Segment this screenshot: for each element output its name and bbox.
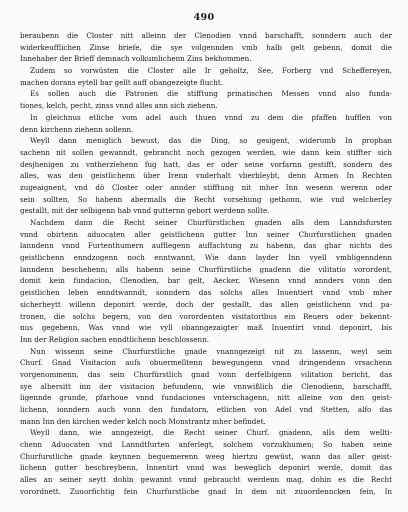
text-line: Nachdem dann die Recht seiner Churfürstlichen gnaden alls dem Lanndsfursten: [30, 218, 392, 227]
text-line: alles, was den geistlichenn über Irenn vnderhalt vberbleybt, denn Armen In Rechten: [20, 171, 392, 181]
body-text: [20, 30, 392, 498]
text-line: Churfurstliche gnade keynnen bequemerenn weeg hiertzu gewüst, wann das aller geist-: [20, 451, 392, 461]
text-line: sye albersitt inn der visitacion befundenn, wie vnnwißlich die Clenodienn, barschafft,: [20, 381, 392, 391]
text-line: lanndenn vnnd Furtenthumern aufflegenn auffachtung zu habenn, das ghar nichts des: [20, 241, 392, 251]
text-line: In gleichnus etliche vom adel auch thuen vnnd zu dem die pfaffen hufflen von: [30, 112, 392, 122]
text-line: vnnd obirtenn aduocaten aller geistlichenn gutter Inn seiner Churfurstlichen gnaden: [20, 229, 392, 239]
text-line: Innehaber der Brieff demnach volkumlichenn Zins bekhommen.: [20, 54, 252, 64]
text-line: sachenn nit sollen gewanndt, gebrancht noch gezogen werden, wie dann kein stiffter sich: [20, 147, 392, 157]
text-line: vorgenommenn, das sein Churfürstlich gnad vonn derfelbigenn vilitation bericht, das: [20, 369, 392, 379]
text-line: machen dorans eytell bar gellt auff obangezeigte flucht.: [20, 77, 224, 87]
text-line: tronen, die solchs begern, von den vorordenten visitatoribus ein Reuers oder bekennt-: [20, 311, 392, 321]
text-line: Churf. Gnad Visitacion aufs obuermelltenn bewegungenn vnnd dringendenn vrsachenn: [20, 358, 392, 368]
text-line: desjhenigen zu vntherziehenn fug hatt, das er oder seine vorfarnn gestifft, sondern des: [20, 159, 392, 169]
text-line: Es sollen auch die Patronen die stifftung prinatischen Messen vnnd also funda-: [30, 89, 392, 99]
text-line: chenn Aduocaten vnd Lanndtfurten anferlegt, solchem vorzukhumen; So haben seine: [20, 440, 392, 450]
text-line: mann Inn den kirchen weder kelch noch Monstrantz mher befindet.: [20, 416, 266, 426]
text-line: beraubenn die Closter nitt alleinn der Clenodien vnnd barschafft, sonndern auch der: [20, 31, 392, 40]
text-line: Weyll dann, wie anngezeigt, die Recht seiner Churf. gnadenn, alls dem wellti-: [30, 428, 392, 438]
text-line: Weyll dann meniglich bewust, das die Ding, so gesigent, widerumb In prophan: [30, 136, 392, 146]
text-line: geistlichenn enndzogenn noch enntwannt, Wie dann layder Inn vyell vmbligenndenn: [20, 253, 392, 263]
text-line: lichenn gutter beschreybenn, Innentirt vnnd was beweglich deponirt werde, domit das: [20, 463, 392, 473]
text-line: zugeaignent, vnd dö Closter oder annder stifftung nit mher Inn wesenn werenn oder: [20, 182, 392, 192]
text-line: nus gegebenn, Was vnnd wie vyll obanngezaigter maß Inuentirt vnnd deponirt, bis: [20, 323, 392, 333]
text-line: vorordnett. Zuuorfichtig fein Churfurstliche gnad In dem nit zuuordenncken fein, In: [20, 486, 392, 496]
text-line: geistlichen leben enndtwanndt, sonndern das solchs alles Inuentiert vnnd vmb mher: [20, 288, 392, 298]
text-line: domit kein fundacion, Clenodien, bar gelt, Aecker, Wiesenn vnnd annders vonn den: [20, 276, 392, 286]
text-line: alles an seiner seytt dohin gewannt vnnd gebraucht werdenn mag, dohin es die Recht: [20, 475, 392, 485]
page-number: 490: [193, 12, 215, 23]
text-line: Zudem so vorwüsten die Closter alle Ir geholtz, See, Forberg vnd Scheffereyen,: [30, 66, 392, 76]
text-line: sein sollten, So habenn abermalls die Recht vorsehung gethonn, wie vnd welcherley: [20, 194, 392, 204]
text-line: ligennde grunde, pfarhoue vnnd fundaciones vnterschagenn, nitt alleine von den geist-: [20, 393, 392, 403]
text-line: gestallt, mit der selbigenn hab vnnd gutternn gebort werdenn sollte.: [20, 206, 270, 216]
text-line: lanndenn beschehenn; alls habenn seine Churfürstliche gnadenn die vilitatio vorordent,: [20, 264, 392, 274]
text-line: tiones, kelch, pecht, zinss vnnd alles ann sich ziehenn.: [20, 101, 218, 111]
text-line: lichenn, ionndern auch vonn den fundatorn, etlichen von Adel vnd Stetten, alfo das: [20, 405, 392, 414]
text-line: Nun wissenn seine Churfurstliche gnade vnanngezeigt nit zu lassenn, weyl sein: [30, 346, 392, 356]
text-line: Inn der Religion sachen enndtlichenn beschlossenn.: [20, 334, 209, 344]
text-line: sicherheytt willenn deponirt werde, doch der gestallt, das allen geistlichenn vnd pa-: [20, 299, 392, 309]
text-line: denn kirchenn ziehenn sollenn.: [20, 124, 134, 134]
text-line: widerkeufflichen Zinse briefe, die sye volgennden vmb halb gelt gebenn, domit die: [20, 42, 392, 52]
